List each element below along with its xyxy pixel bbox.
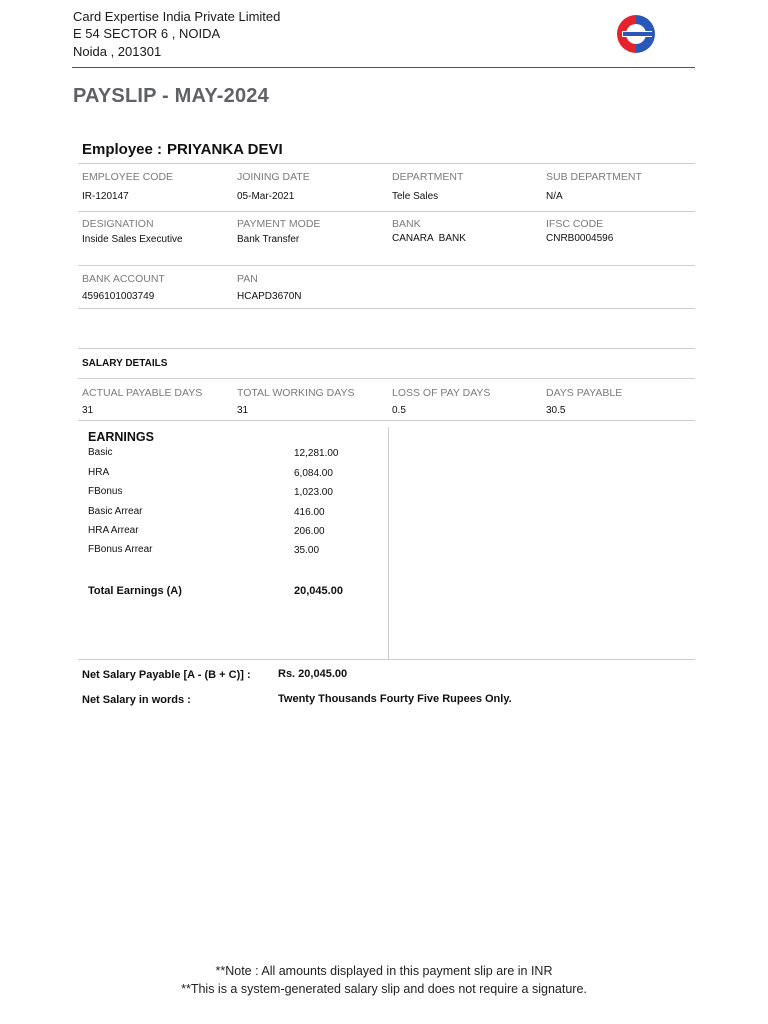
earning-amount: 416.00 (294, 507, 325, 518)
loss-of-pay-days-value: 0.5 (392, 405, 406, 416)
payment-mode-label: PAYMENT MODE (237, 218, 321, 230)
total-working-days-value: 31 (237, 405, 249, 416)
divider (78, 265, 695, 266)
salary-details-title: SALARY DETAILS (82, 358, 168, 369)
sub-department-label: SUB DEPARTMENT (546, 171, 642, 183)
company-address-line1: E 54 SECTOR 6 , NOIDA (73, 26, 221, 41)
joining-date-label: JOINING DATE (237, 171, 310, 183)
net-salary-words-value: Twenty Thousands Fourty Five Rupees Only. (278, 693, 512, 705)
earning-amount: 206.00 (294, 526, 325, 537)
company-address-line2: Noida , 201301 (73, 44, 162, 59)
payment-mode-value: Bank Transfer (237, 234, 300, 245)
header-divider (72, 67, 695, 68)
divider (78, 659, 695, 660)
ifsc-code-value: CNRB0004596 (546, 233, 614, 244)
department-label: DEPARTMENT (392, 171, 464, 183)
net-salary-payable-value: Rs. 20,045.00 (278, 668, 348, 680)
company-name: Card Expertise India Private Limited (73, 9, 281, 24)
divider (78, 211, 695, 212)
bank-account-value: 4596101003749 (82, 291, 155, 302)
employee-heading-label: Employee : (82, 141, 163, 158)
loss-of-pay-days-label: LOSS OF PAY DAYS (392, 387, 491, 399)
pan-label: PAN (237, 273, 258, 285)
actual-payable-days-value: 31 (82, 405, 94, 416)
divider (78, 308, 695, 309)
earnings-title: EARNINGS (88, 430, 154, 444)
net-salary-payable-label: Net Salary Payable [A - (B + C)] : (82, 669, 251, 681)
note-system-generated: **This is a system-generated salary slip and does not require a signature. (181, 982, 587, 996)
earning-amount: 6,084.00 (294, 468, 333, 479)
divider (78, 378, 695, 379)
ifsc-code-label: IFSC CODE (546, 218, 604, 230)
employee-code-value: IR-120147 (82, 191, 129, 202)
total-earnings-amount: 20,045.00 (294, 585, 343, 597)
column-divider (388, 427, 389, 659)
sub-department-value: N/A (546, 191, 563, 202)
department-value: Tele Sales (392, 191, 439, 202)
total-working-days-label: TOTAL WORKING DAYS (237, 387, 355, 399)
payslip-title: PAYSLIP - MAY-2024 (73, 85, 269, 107)
bank-value: CANARA BANK (392, 233, 466, 244)
earning-name: HRA Arrear (88, 525, 139, 536)
note-currency: **Note : All amounts displayed in this payment slip are in INR (215, 964, 553, 978)
designation-label: DESIGNATION (82, 218, 154, 230)
earning-name: FBonus Arrear (88, 544, 153, 555)
days-payable-label: DAYS PAYABLE (546, 387, 623, 399)
net-salary-words-label: Net Salary in words : (82, 694, 191, 706)
divider (78, 348, 695, 349)
total-earnings-label: Total Earnings (A) (88, 585, 182, 597)
divider (78, 163, 695, 164)
earning-amount: 35.00 (294, 545, 320, 556)
designation-value: Inside Sales Executive (82, 234, 183, 245)
employee-code-label: EMPLOYEE CODE (82, 171, 174, 183)
earning-name: HRA (88, 467, 110, 478)
actual-payable-days-label: ACTUAL PAYABLE DAYS (82, 387, 203, 399)
earning-name: Basic (88, 447, 113, 458)
earning-name: Basic Arrear (88, 506, 143, 517)
employee-heading (82, 141, 288, 158)
earning-amount: 12,281.00 (294, 448, 339, 459)
joining-date-value: 05-Mar-2021 (237, 191, 295, 202)
bank-label: BANK (392, 218, 421, 230)
employee-name: PRIYANKA DEVI (167, 141, 283, 158)
company-logo (603, 13, 669, 55)
pan-value: HCAPD3670N (237, 291, 302, 302)
divider (78, 420, 695, 421)
bank-account-label: BANK ACCOUNT (82, 273, 165, 285)
days-payable-value: 30.5 (546, 405, 566, 416)
earning-name: FBonus (88, 486, 123, 497)
earning-amount: 1,023.00 (294, 487, 333, 498)
